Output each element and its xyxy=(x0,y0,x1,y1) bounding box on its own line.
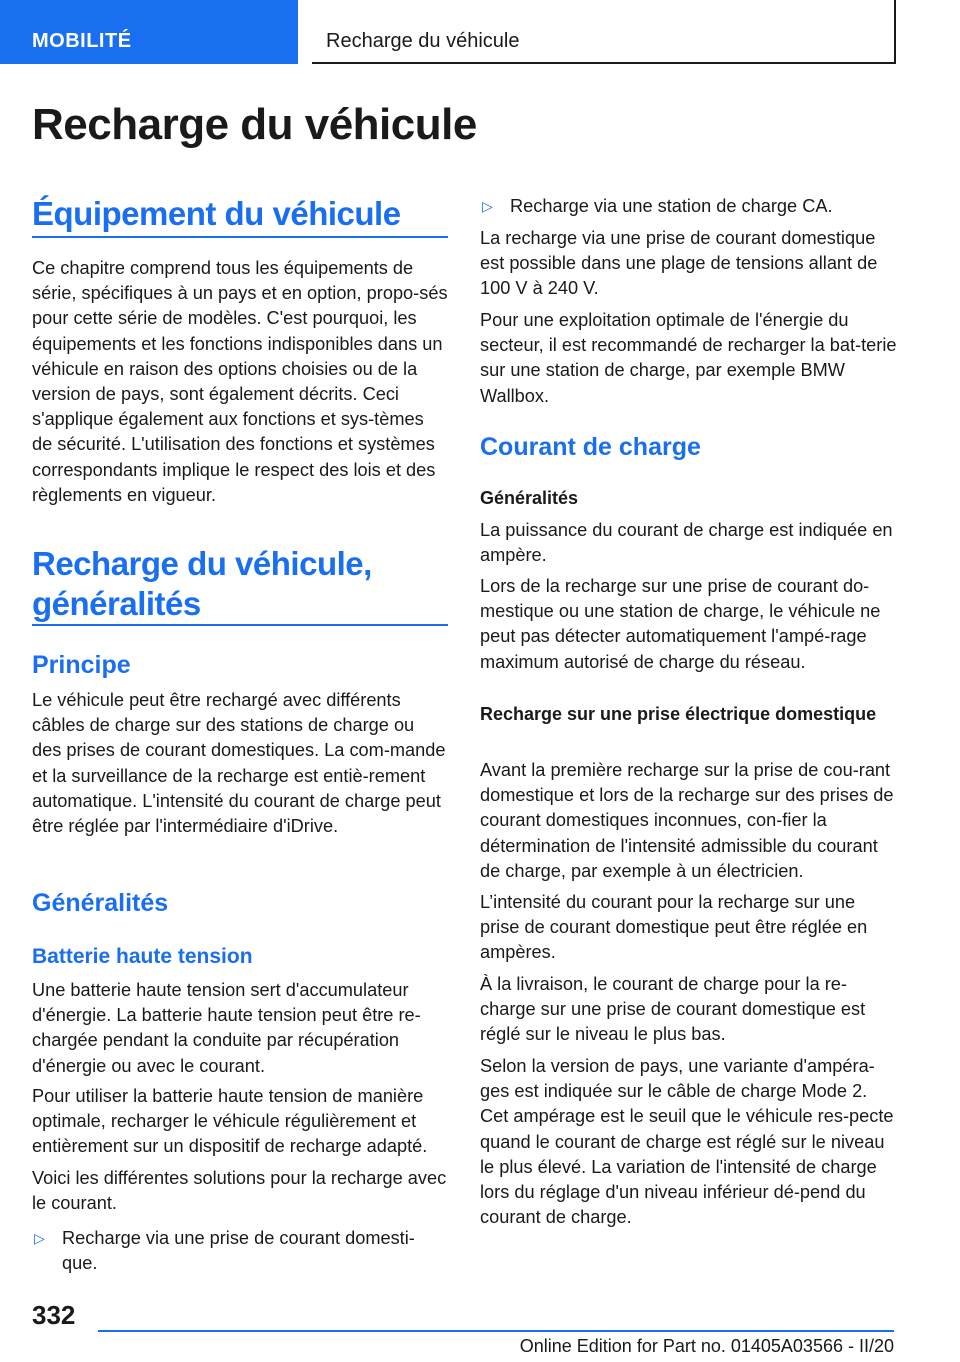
page-title: Recharge du véhicule xyxy=(32,100,477,149)
footer-rule xyxy=(98,1330,894,1332)
list-item-text: Recharge via une station de charge CA. xyxy=(510,196,833,216)
heading-courant-charge: Courant de charge xyxy=(480,433,701,461)
list-item xyxy=(32,1226,448,1276)
list-item xyxy=(480,194,898,219)
paragraph-livraison: À la livraison, le courant de charge pour la re-charge sur une prise de courant domestique est réglé sur le niveau le plus bas. xyxy=(480,974,866,1045)
paragraph-batterie-3: Voici les différentes solutions pour la recharge avec le courant. xyxy=(32,1168,447,1214)
paragraph-exploitation: Pour une exploitation optimale de l'énergie du secteur, il est recommandé de recharger la bat-terie sur une station de charge, par exemple BMW Wallbox. xyxy=(480,310,897,406)
paragraph-batterie-1: Une batterie haute tension sert d'accumulateur d'énergie. La batterie haute tension peut être re-chargée pendant la conduite par récupération d'énergie ou avec le courant. xyxy=(32,980,421,1076)
heading-generalites: Généralités xyxy=(32,889,169,917)
subheading-generalites: Généralités xyxy=(480,488,579,508)
heading-rule xyxy=(32,624,448,626)
heading-generalites-recharge: Recharge du véhicule, généralités xyxy=(32,545,372,622)
bullet-triangle-icon: ▷ xyxy=(482,198,493,214)
section-label: MOBILITÉ xyxy=(32,30,132,52)
paragraph-principe: Le véhicule peut être rechargé avec différents câbles de charge sur des stations de charge ou des prises de courant domestiques. La com-mande et la surveillance de la recharge est entiè-rement automatique. L'intensité du courant de charge peut être réglée par l'intermédiaire d'iDrive. xyxy=(32,690,446,837)
paragraph-equipement: Ce chapitre comprend tous les équipements de série, spécifiques à un pays et en option, propo-sés pour cette série de modèles. C'est pourquoi, les équipements et les fonctions indisponibles dans un véhicule en raison des options choisies ou de la version de pays, sont également décrits. Ceci s'applique également aux fonctions et sys-tèmes de sécurité. L'utilisation des fonctions et systèmes correspondants implique le respect des lois et des règlements en vigueur. xyxy=(32,258,448,505)
heading-principe: Principe xyxy=(32,651,131,679)
paragraph-premiere-recharge: Avant la première recharge sur la prise de cou-rant domestique et lors de la recharge sur des prises de courant domestiques inconnues, con-fier la détermination de l'intensité admissible du courant de charge, par exemple à un électricien. xyxy=(480,760,894,881)
paragraph-batterie-2: Pour utiliser la batterie haute tension de manière optimale, recharger le véhicule régulièrement et entièrement sur un dispositif de recharge adapté. xyxy=(32,1086,428,1157)
paragraph-detection: Lors de la recharge sur une prise de courant do-mestique ou une station de charge, le véhicule ne peut pas détecter automatiquement l'ampé-rage maximum autorisé de charge du réseau. xyxy=(480,576,881,672)
paragraph-prise-tension: La recharge via une prise de courant domestique est possible dans une plage de tensions allant de 100 V à 240 V. xyxy=(480,228,878,299)
heading-equipement: Équipement du véhicule xyxy=(32,195,401,232)
paragraph-intensite: L’intensité du courant pour la recharge sur une prise de courant domestique peut être réglée en ampères. xyxy=(480,892,868,963)
chapter-header xyxy=(312,0,896,64)
paragraph-ampérage: Selon la version de pays, une variante d'ampéra-ges est indiquée sur le câble de charge Mode 2. Cet ampérage est le seuil que le véhicule res-pecte quand le courant de charge est réglé sur le niveau le plus élevé. La variation de l'intensité de charge lors du réglage d'un niveau inférieur dé-pend du courant de charge. xyxy=(480,1056,894,1228)
heading-rule xyxy=(32,236,448,238)
heading-batterie: Batterie haute tension xyxy=(32,945,253,968)
subheading-prise-electrique: Recharge sur une prise électrique domestique xyxy=(480,704,877,724)
section-tab xyxy=(0,0,298,64)
edition-label: Online Edition for Part no. 01405A03566 - II/20 xyxy=(519,1336,894,1356)
list-item-text: Recharge via une prise de courant domesti-que. xyxy=(62,1228,415,1274)
page-number: 332 xyxy=(32,1300,76,1330)
paragraph-puissance: La puissance du courant de charge est indiquée en ampère. xyxy=(480,520,893,566)
chapter-label: Recharge du véhicule xyxy=(326,30,520,52)
bullet-triangle-icon: ▷ xyxy=(34,1230,45,1246)
